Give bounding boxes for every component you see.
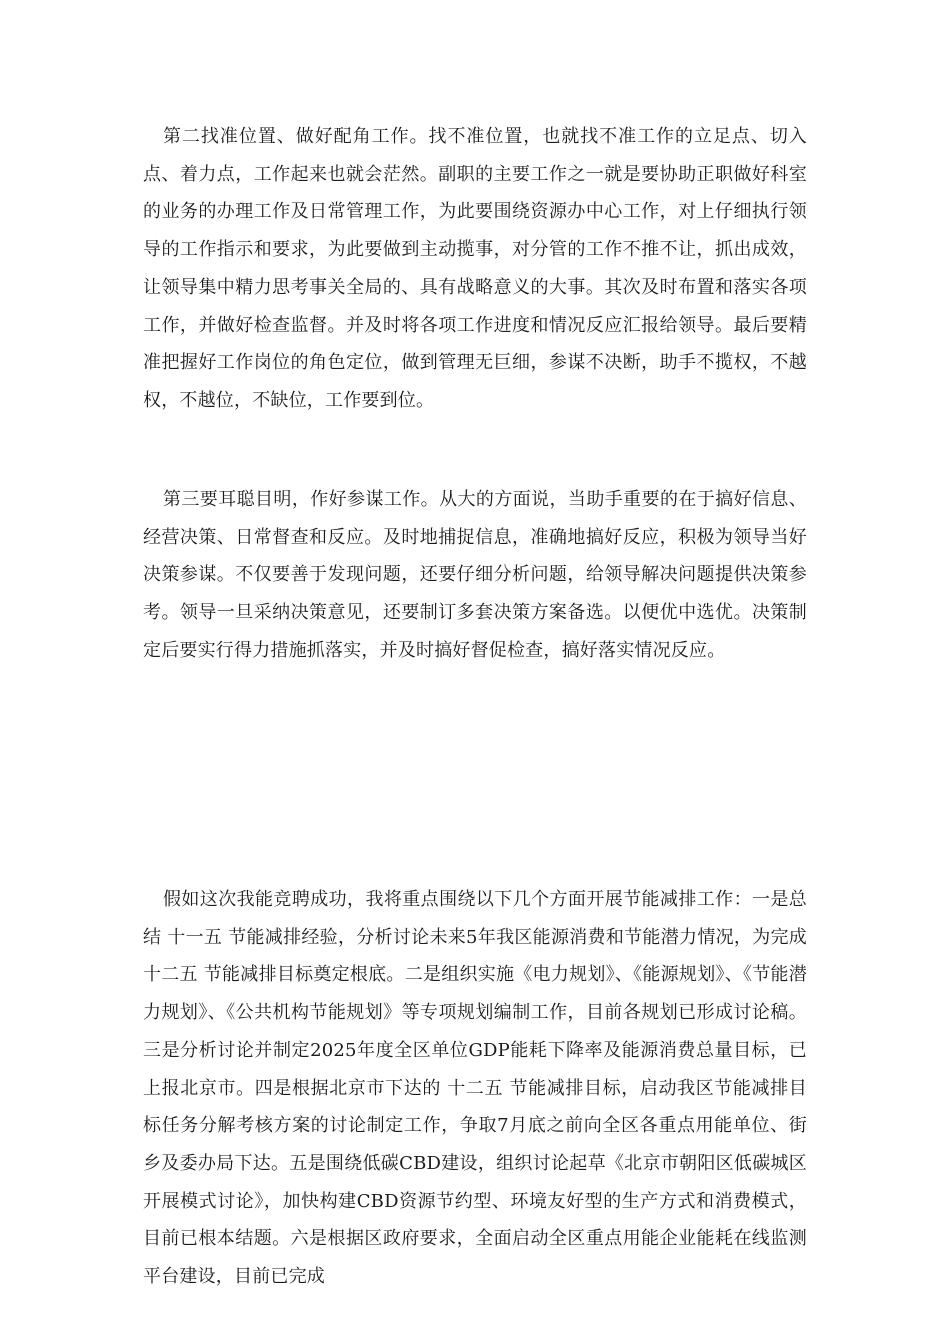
paragraph-advisory-role: 第三要耳聪目明，作好参谋工作。从大的方面说，当助手重要的在于搞好信息、经营决策、日常督查和反应。及时地捕捉信息，准确地搞好反应，积极为领导当好决策参谋。不仅要善于发现问题，还要仔细分析问题，给领导解决问题提供决策参考。领导一旦采纳决策意见，还要制订多套决策方案备选。以便优中选优。决策制定后要实行得力措施抓落实，并及时搞好督促检查，搞好落实情况反应。 [143, 489, 807, 661]
paragraph-energy-saving-plan: 假如这次我能竞聘成功，我将重点围绕以下几个方面开展节能减排工作：一是总结 十一五 节能减排经验，分析讨论未来5年我区能源消费和节能潜力情况，为完成 十二五 节能减排目标奠定根底。二是组织实施《电力规划》、《能源规划》、《节能潜力规划》、《公共机构节能规划》等专项规划编制工作，目前各规划已形成讨论稿。三是分析讨论并制定2025年度全区单位GDP能耗下降率及能源消费总量目标，已上报北京市。四是根据北京市下达的 十二五 节能减排目标，启动我区节能减排目标任务分解考核方案的讨论制定工作，争取7月底之前向全区各重点用能单位、街乡及委办局下达。五是围绕低碳CBD建设，组织讨论起草《北京市朝阳区低碳城区开展模式讨论》，加快构建CBD资源节约型、环境友好型的生产方式和消费模式，目前已根本结题。六是根据区政府要求，全面启动全区重点用能企业能耗在线监测平台建设，目前已完成 [143, 889, 807, 1288]
paragraph-positioning-role: 第二找准位置、做好配角工作。找不准位置，也就找不准工作的立足点、切入点、着力点，工作起来也就会茫然。副职的主要工作之一就是要协助正职做好科室的业务的办理工作及日常管理工作，为此要围绕资源办中心工作，对上仔细执行领导的工作指示和要求，为此要做到主动揽事，对分管的工作不推不让，抓出成效，让领导集中精力思考事关全局的、具有战略意义的大事。其次及时布置和落实各项工作，并做好检查监督。并及时将各项工作进度和情况反应汇报给领导。最后要精准把握好工作岗位的角色定位，做到管理无巨细，参谋不决断，助手不揽权，不越权，不越位，不缺位，工作要到位。 [143, 126, 807, 411]
